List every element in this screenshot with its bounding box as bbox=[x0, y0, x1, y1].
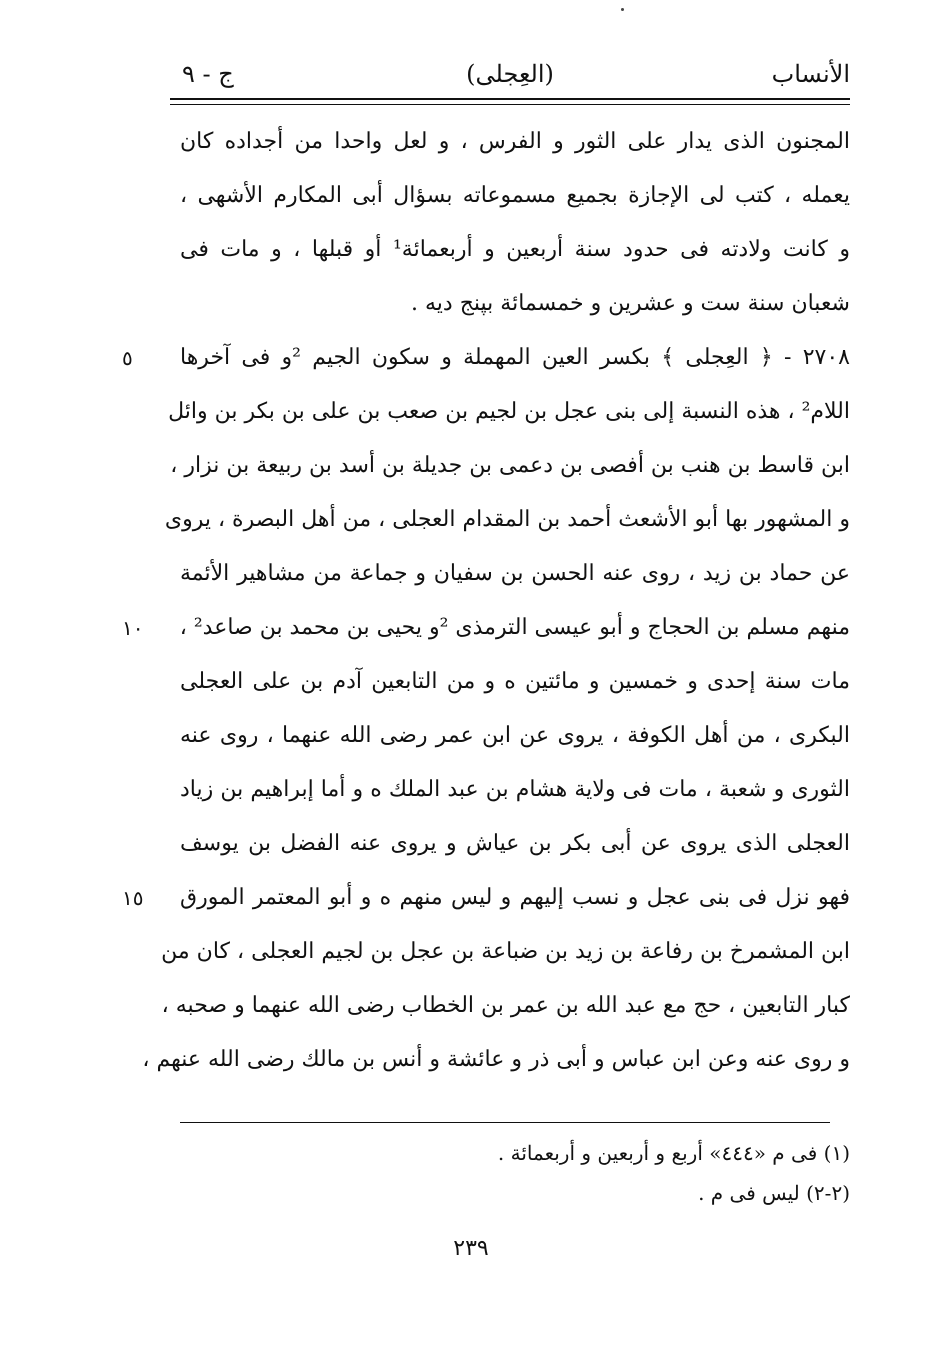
text-line: يعمله ، كتب لى الإجازة بجميع مسموعاته بسؤال أبى المكارم الأشهى ، bbox=[180, 183, 850, 208]
text-line: الثورى و شعبة ، مات فى ولاية هشام بن عبد الملك ه و أما إبراهيم بن زياد bbox=[180, 777, 850, 802]
header-rule bbox=[170, 98, 850, 105]
text-line: البكرى ، من أهل الكوفة ، يروى عن ابن عمر رضى الله عنهما ، روى عنه bbox=[180, 723, 850, 748]
text-line: ابن المشمرخ بن رفاعة بن زيد بن ضباعة بن عجل بن لجيم العجلى ، كان من bbox=[161, 939, 850, 964]
body-text bbox=[122, 122, 850, 1094]
header-entry-title: (العِجلى) bbox=[466, 60, 554, 88]
text-line: مات سنة إحدى و خمسين و مائتين ه و من التابعين آدم بن على العجلى bbox=[180, 669, 850, 694]
text-line: منهم مسلم بن الحجاج و أبو عيسى الترمذى ²و يحيى بن محمد بن صاعد² ، ١٠ bbox=[180, 608, 850, 662]
footnote: (٢-٢) ليس فى م . bbox=[698, 1181, 850, 1205]
text-line: اللام² ، هذه النسبة إلى بنى عجل بن لجيم بن صعب بن على بن بكر بن وائل bbox=[168, 399, 850, 424]
text-line: ٢٧٠٨ - ﴿ العِجلى ﴾ بكسر العين المهملة و سكون الجيم ²و فى آخرها ٥ bbox=[180, 338, 850, 392]
header-book-title: الأنساب bbox=[771, 60, 850, 88]
footnote-rule bbox=[180, 1122, 830, 1123]
text-line: عن حماد بن زيد ، روى عنه الحسن بن سفيان و جماعة من مشاهير الأئمة bbox=[180, 561, 850, 586]
line-number: ١٠ bbox=[122, 616, 144, 640]
footnotes bbox=[180, 1136, 850, 1216]
text-line: فهو نزل فى بنى عجل و نسب إليهم و ليس منهم ه و أبو المعتمر المورق ١٥ bbox=[180, 878, 850, 932]
text-line: و المشهور بها أبو الأشعث أحمد بن المقدام العجلى ، من أهل البصرة ، يروى bbox=[164, 507, 850, 532]
header-volume: ج - ٩ bbox=[182, 60, 234, 88]
text-line: ابن قاسط بن هنب بن أفصى بن دعمى بن جديلة بن أسد بن ربيعة بن نزار ، bbox=[170, 453, 850, 478]
text-line: العجلى الذى يروى عن أبى بكر بن عياش و يروى عنه الفضل بن يوسف bbox=[180, 831, 850, 856]
text-line: شعبان سنة ست و عشرين و خمسمائة بپنج ديه . bbox=[411, 291, 850, 316]
scan-speck bbox=[621, 8, 624, 11]
running-header bbox=[170, 58, 850, 94]
line-number: ١٥ bbox=[122, 886, 144, 910]
text-line: و روى عنه وعن ابن عباس و أبى ذر و عائشة و أنس بن مالك رضى الله عنهم ، bbox=[142, 1047, 850, 1072]
page-number: ٢٣٩ bbox=[453, 1236, 489, 1261]
line-number: ٥ bbox=[122, 346, 133, 370]
text-line: المجنون الذى يدار على الثور و الفرس ، و لعل واحدا من أجداده كان bbox=[180, 129, 850, 154]
text-line: و كانت ولادته فى حدود سنة أربعين و أربعمائة¹ أو قبلها ، و مات فى bbox=[180, 237, 850, 262]
footnote: (١) فى م «٤٤٤» أربع و أربعين و أربعمائة . bbox=[497, 1141, 850, 1165]
text-line: كبار التابعين ، حج مع عبد الله بن عمر بن الخطاب رضى الله عنهما و صحبه ، bbox=[161, 993, 850, 1018]
